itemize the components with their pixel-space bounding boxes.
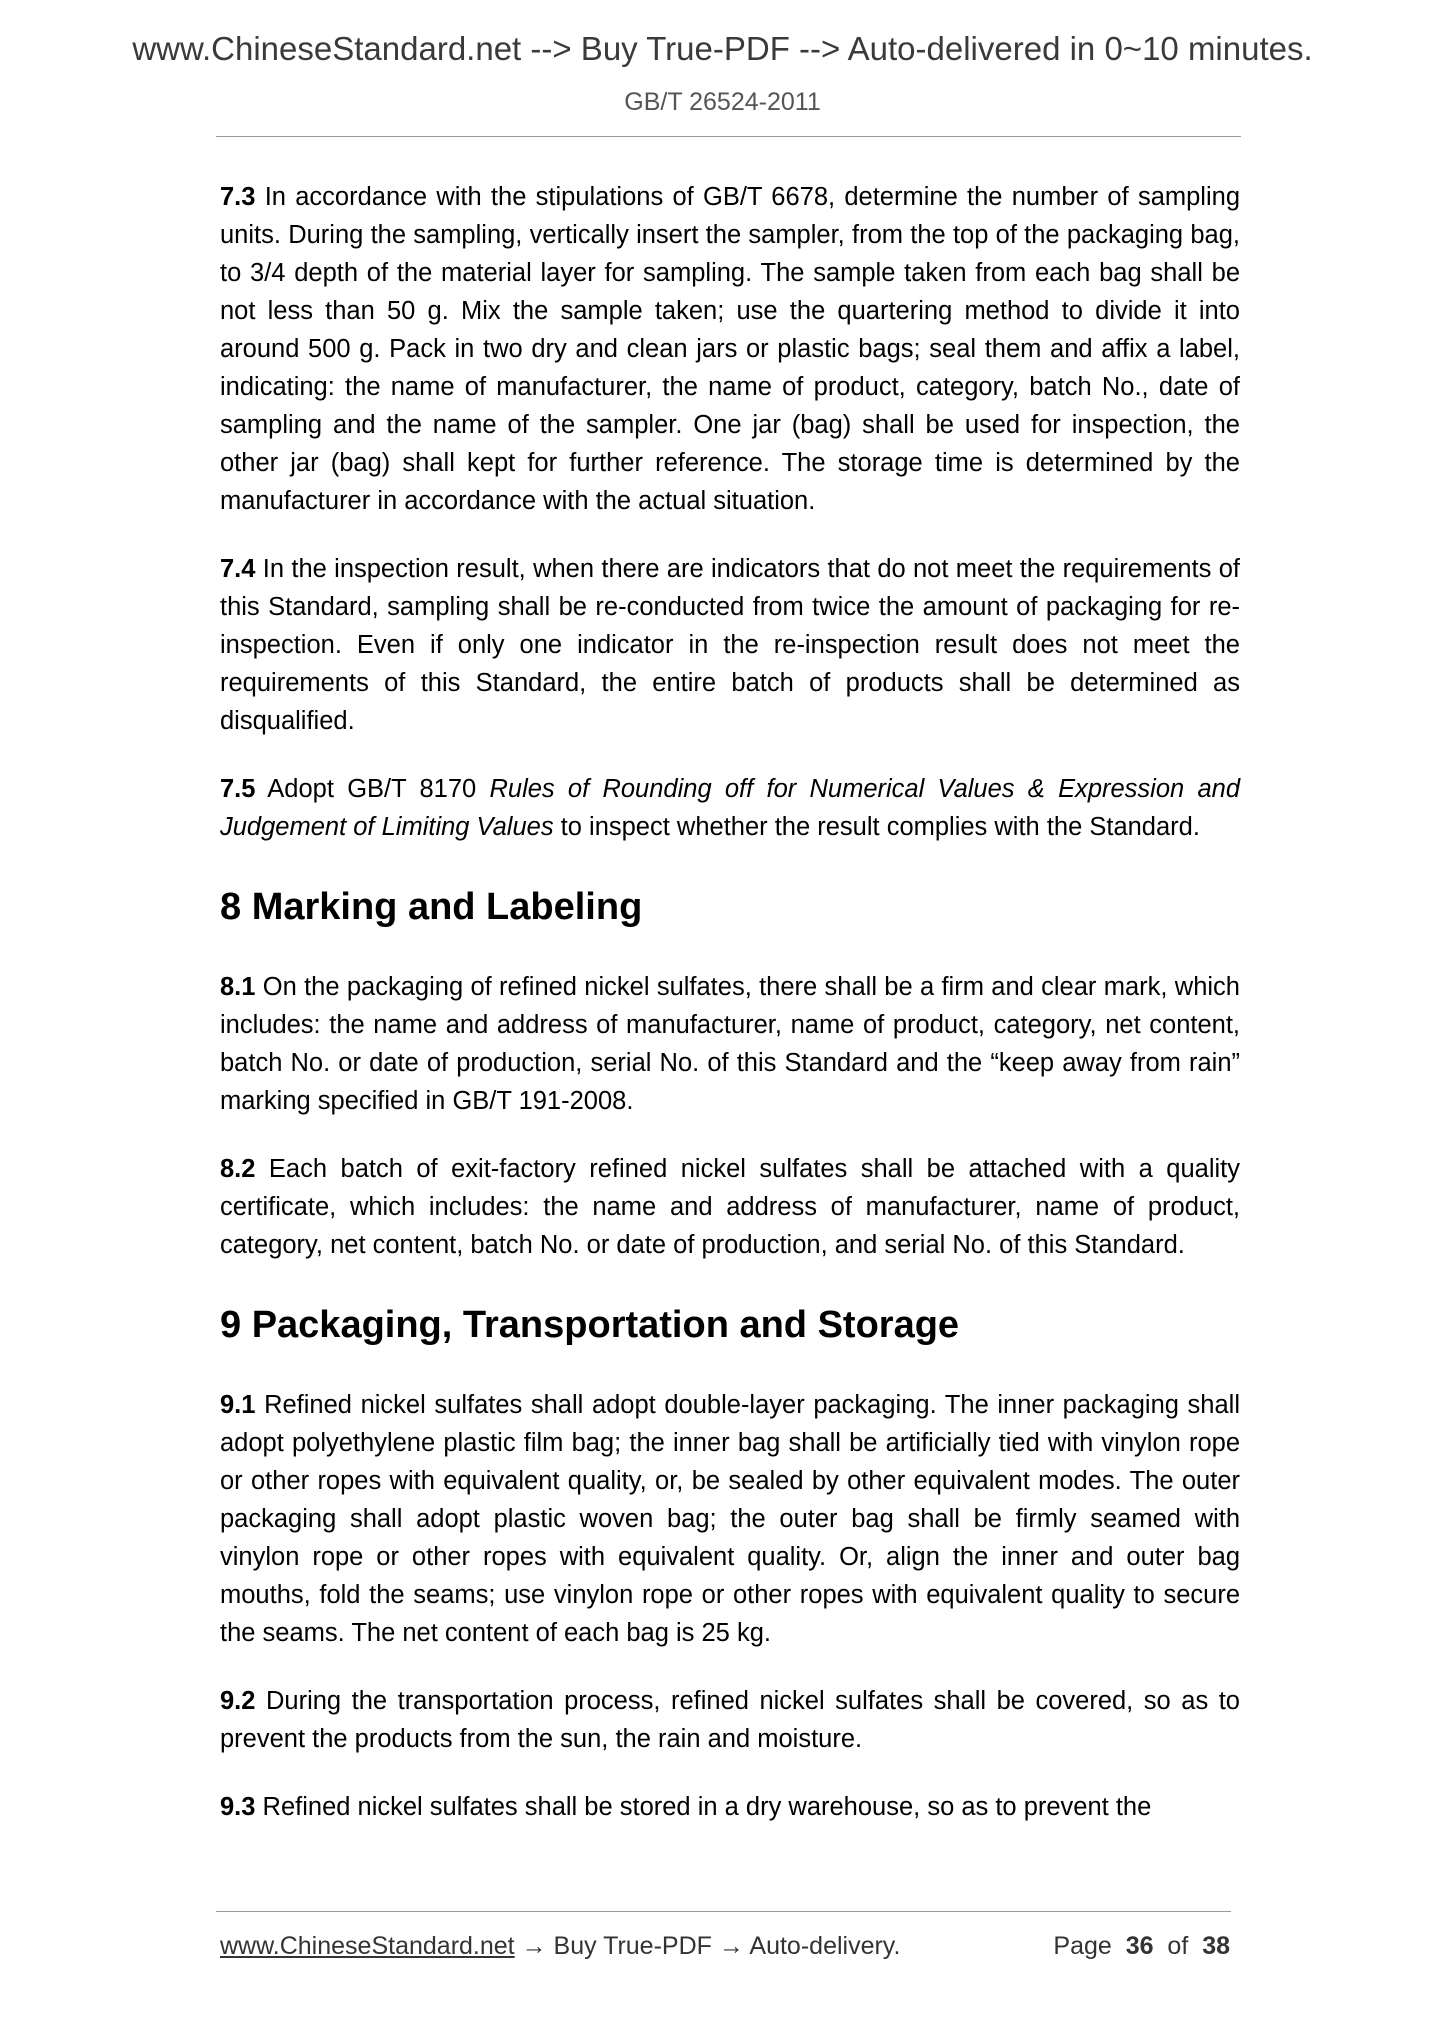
header-divider (216, 136, 1241, 137)
clause-number: 9.3 (220, 1793, 256, 1821)
clause-7-5 (220, 770, 1240, 846)
clause-8-2 (220, 1150, 1240, 1264)
clause-number: 8.1 (220, 973, 256, 1001)
clause-number: 7.4 (220, 555, 256, 583)
clause-text: In the inspection result, when there are indicators that do not meet the requirements of this Standard, sampling shall be re-conducted from twice the amount of packaging for re-inspection. Even if only one indicator in the re-inspection result does not meet the requirements of this Standard, the entire batch of products shall be determined as disqualified. (220, 555, 1240, 735)
clause-text: During the transportation process, refined nickel sulfates shall be covered, so as to prevent the products from the sun, the rain and moisture. (220, 1687, 1240, 1753)
clause-text: Refined nickel sulfates shall adopt double-layer packaging. The inner packaging shall adopt polyethylene plastic film bag; the inner bag shall be artificially tied with vinylon rope or other ropes with equivalent quality, or, be sealed by other equivalent modes. The outer packaging shall adopt plastic woven bag; the outer bag shall be firmly seamed with vinylon rope or other ropes with equivalent quality. Or, align the inner and outer bag mouths, fold the seams; use vinylon rope or other ropes with equivalent quality to secure the seams. The net content of each bag is 25 kg. (220, 1391, 1240, 1647)
clause-9-1 (220, 1386, 1240, 1652)
clause-number: 7.3 (220, 183, 256, 211)
clause-text: Adopt GB/T 8170 (255, 775, 490, 803)
clause-text: Refined nickel sulfates shall be stored in a dry warehouse, so as to prevent the (255, 1793, 1152, 1821)
clause-8-1 (220, 968, 1240, 1120)
site-link[interactable]: www.ChineseStandard.net (220, 1932, 515, 1960)
current-page: 36 (1125, 1932, 1154, 1960)
clause-number: 7.5 (220, 775, 256, 803)
arrow-right-icon: → (521, 1932, 547, 1960)
page-indicator (1053, 1932, 1230, 1961)
section-heading-9: 9 Packaging, Transportation and Storage (220, 1304, 960, 1346)
buy-text: Buy True-PDF (546, 1932, 719, 1960)
clause-number: 9.1 (220, 1391, 256, 1419)
document-code: GB/T 26524-2011 (624, 88, 821, 116)
clause-number: 9.2 (220, 1687, 256, 1715)
footer-divider (216, 1911, 1231, 1912)
of-label: of (1167, 1932, 1189, 1960)
clause-9-3 (220, 1788, 1240, 1826)
page-label: Page (1053, 1932, 1112, 1960)
clause-text: On the packaging of refined nickel sulfates, there shall be a firm and clear mark, which includes: the name and address of manufacturer, name of product, category, net content, batch No. or date of production, serial No. of this Standard and the “keep away from rain” marking specified in GB/T 191-2008. (220, 973, 1240, 1115)
footer-promo (220, 1932, 900, 1961)
section-heading-8: 8 Marking and Labeling (220, 886, 643, 928)
clause-text: In accordance with the stipulations of GB/T 6678, determine the number of sampling units. During the sampling, vertically insert the sampler, from the top of the packaging bag, to 3/4 depth of the material layer for sampling. The sample taken from each bag shall be not less than 50 g. Mix the sample taken; use the quartering method to divide it into around 500 g. Pack in two dry and clean jars or plastic bags; seal them and affix a label, indicating: the name of manufacturer, the name of product, category, batch No., date of sampling and the name of the sampler. One jar (bag) shall be used for inspection, the other jar (bag) shall kept for further reference. The storage time is determined by the manufacturer in accordance with the actual situation. (220, 183, 1240, 515)
clause-7-4 (220, 550, 1240, 740)
clause-number: 8.2 (220, 1155, 256, 1183)
clause-text: to inspect whether the result complies with the Standard. (553, 813, 1200, 841)
site-banner: www.ChineseStandard.net --> Buy True-PDF --> Auto-delivered in 0~10 minutes. (132, 30, 1313, 67)
total-pages: 38 (1202, 1932, 1230, 1960)
document-body (220, 178, 1240, 1856)
arrow-right-icon: → (718, 1932, 744, 1960)
clause-9-2 (220, 1682, 1240, 1758)
delivery-text: Auto-delivery. (743, 1932, 901, 1960)
clause-text: Each batch of exit-factory refined nickel sulfates shall be attached with a quality certificate, which includes: the name and address of manufacturer, name of product, category, net content, batch No. or date of production, and serial No. of this Standard. (220, 1155, 1240, 1259)
standard-title: Rules of Rounding off for Numerical Values & Expression and Judgement of Limiting Values (220, 775, 1241, 841)
clause-7-3 (220, 178, 1240, 520)
